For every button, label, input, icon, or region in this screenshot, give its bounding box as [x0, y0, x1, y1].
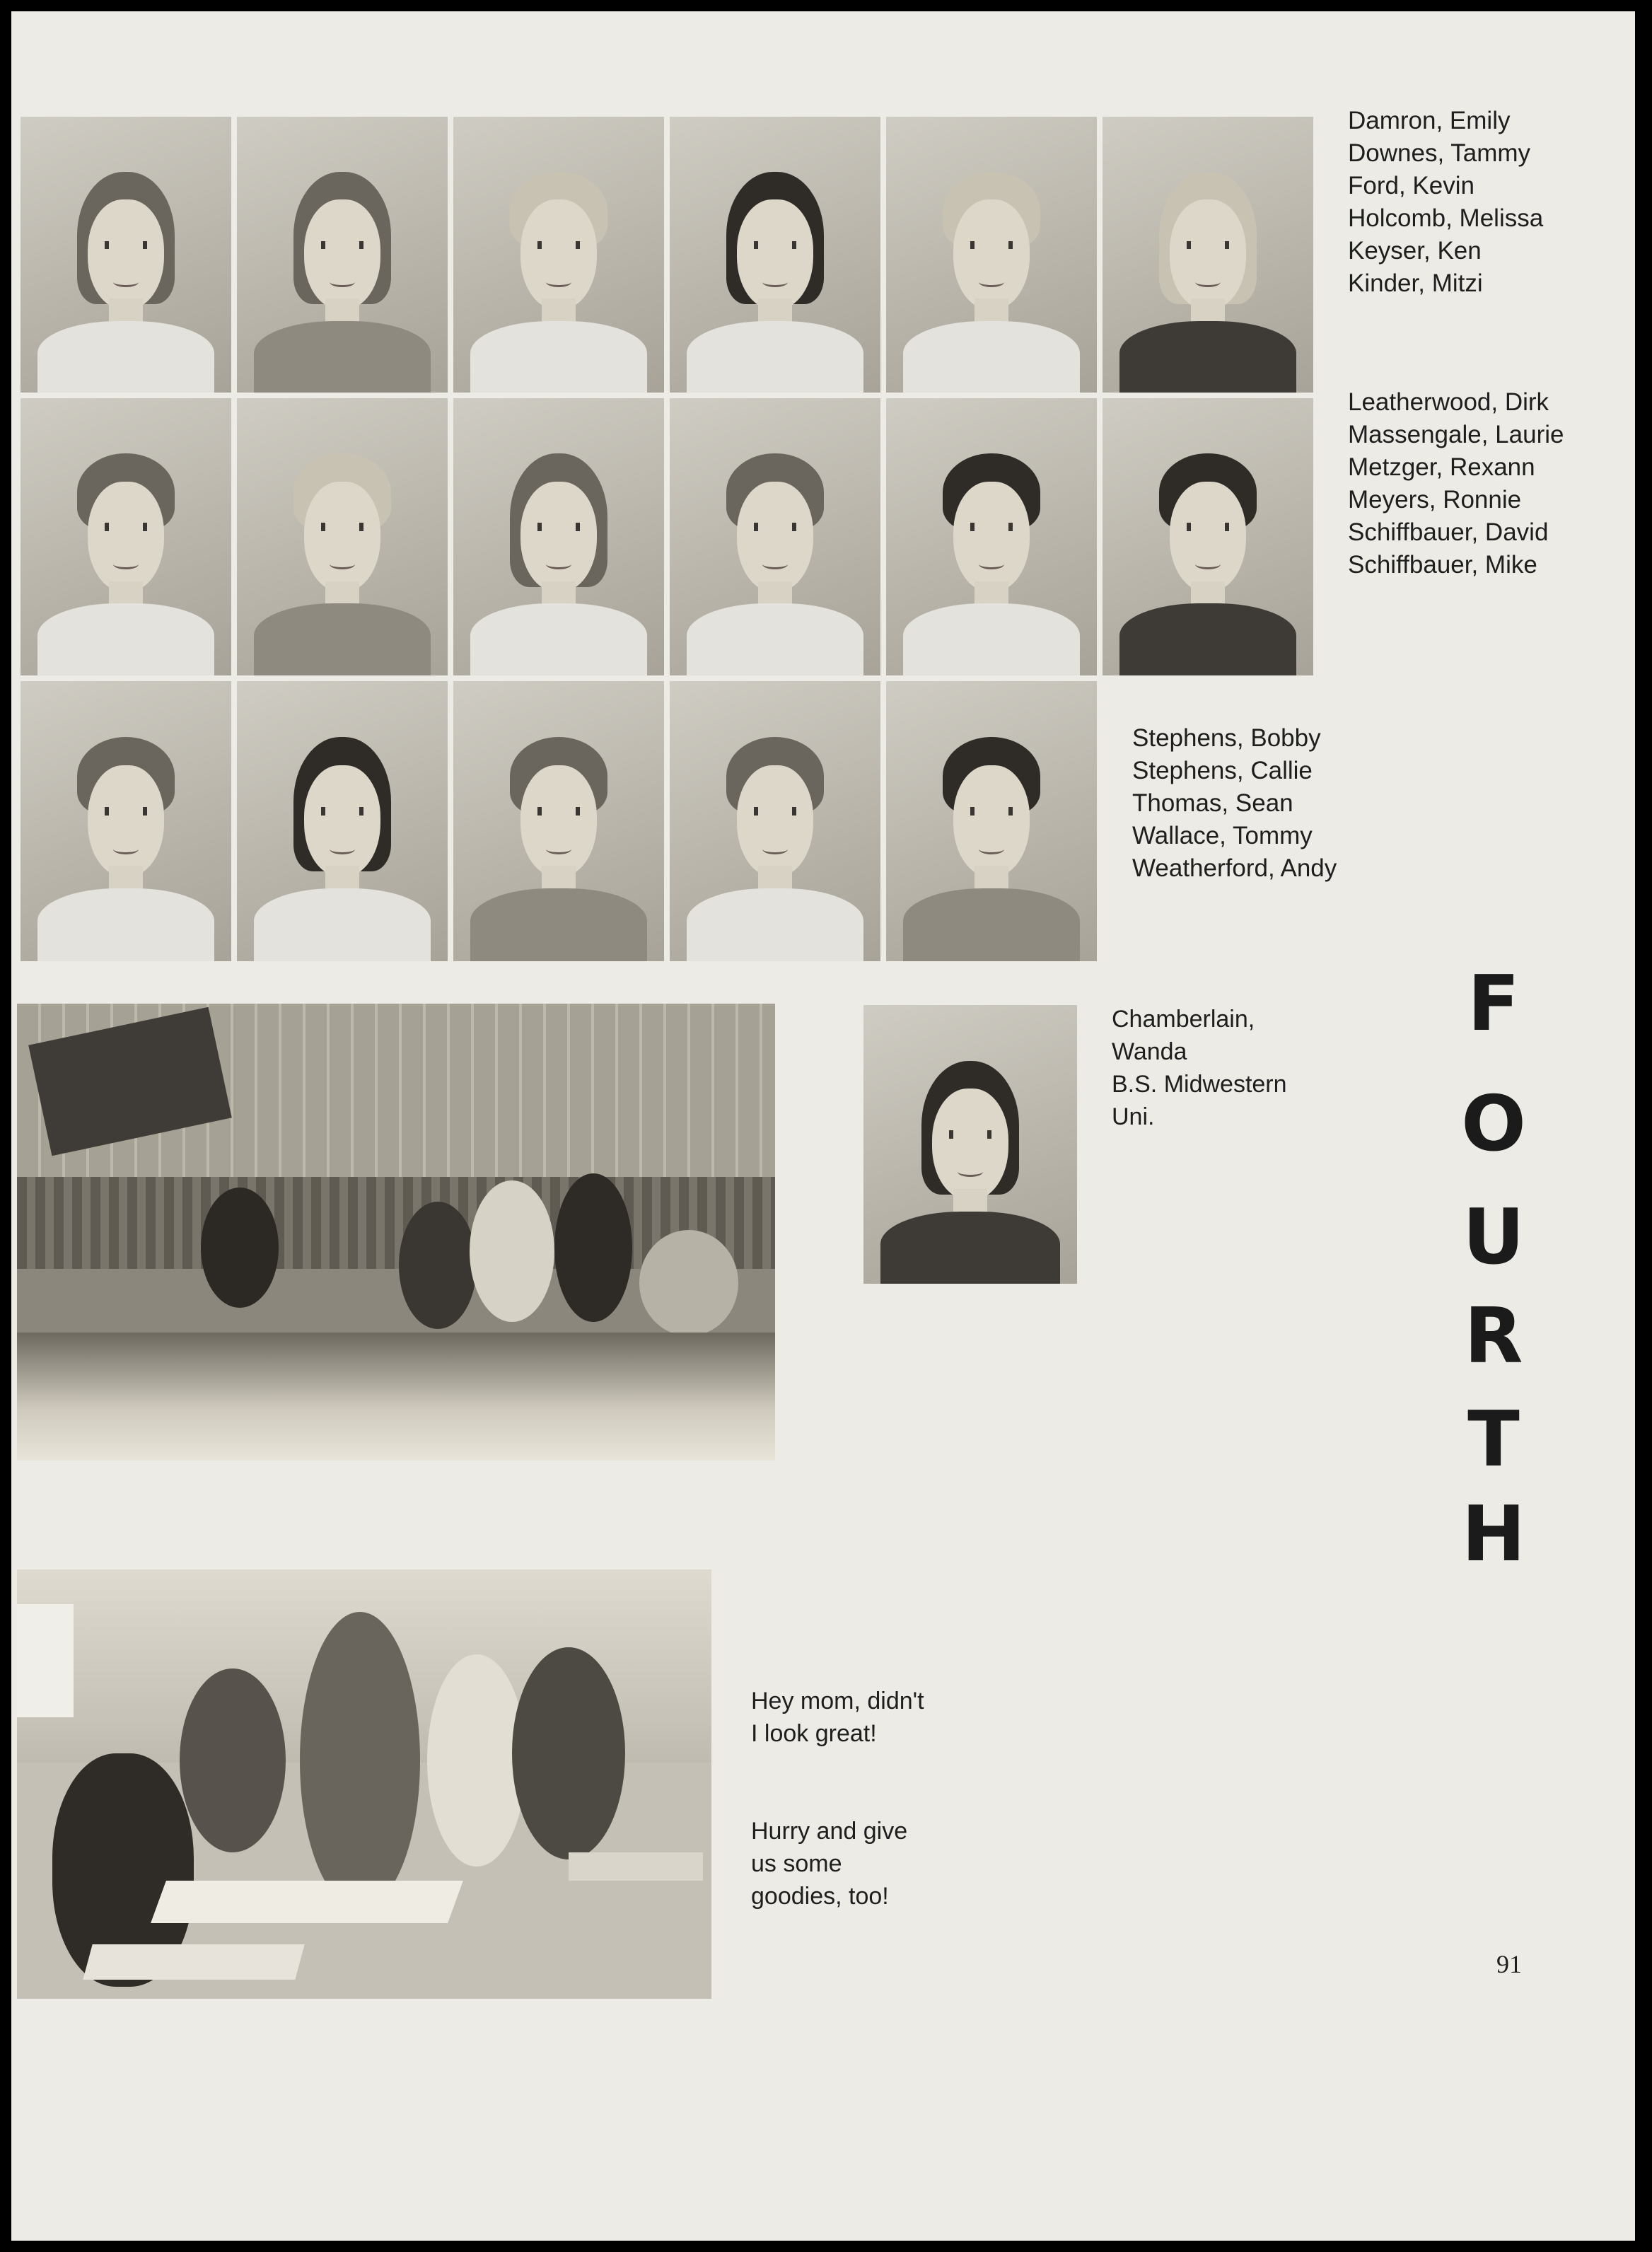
- teacher-info: [1112, 1003, 1287, 1133]
- student-portrait: [670, 117, 880, 393]
- caption-line: I look great!: [751, 1720, 877, 1747]
- student-portrait: [453, 398, 664, 675]
- caption-line: us some: [751, 1850, 842, 1877]
- student-name: Leatherwood, Dirk: [1348, 388, 1549, 416]
- student-portrait: [670, 681, 880, 961]
- caption-hey-mom: [751, 1685, 924, 1750]
- student-portrait: [1103, 117, 1313, 393]
- student-name: Schiffbauer, David: [1348, 518, 1549, 546]
- student-portrait: [21, 117, 231, 393]
- student-name: Stephens, Bobby: [1132, 724, 1321, 752]
- student-name: Thomas, Sean: [1132, 789, 1293, 817]
- classroom-party-photo: [17, 1569, 711, 1999]
- teacher-degree: B.S. Midwestern: [1112, 1071, 1287, 1098]
- grade-letter: F: [1467, 960, 1520, 1048]
- student-name: Wallace, Tommy: [1132, 822, 1313, 849]
- caption-line: goodies, too!: [751, 1883, 889, 1910]
- student-portrait: [886, 398, 1097, 675]
- student-portrait: [886, 117, 1097, 393]
- row-2-names: [1348, 386, 1564, 581]
- student-name: Schiffbauer, Mike: [1348, 551, 1537, 579]
- student-portrait: [237, 398, 448, 675]
- caption-hurry: [751, 1815, 907, 1913]
- student-name: Keyser, Ken: [1348, 237, 1482, 265]
- grade-letter: U: [1462, 1193, 1525, 1282]
- student-name: Weatherford, Andy: [1132, 854, 1337, 882]
- student-portrait: [237, 117, 448, 393]
- teacher-degree-cont: Uni.: [1112, 1103, 1155, 1130]
- row-1-names: [1348, 105, 1543, 300]
- student-name: Kinder, Mitzi: [1348, 269, 1483, 297]
- student-portrait: [21, 398, 231, 675]
- grade-letter: T: [1467, 1395, 1520, 1484]
- parade-float-photo: [17, 1004, 775, 1461]
- teacher-name-line-1: Chamberlain,: [1112, 1006, 1255, 1033]
- student-name: Stephens, Callie: [1132, 757, 1313, 784]
- yearbook-page: [11, 11, 1635, 2241]
- page-number: 91: [1496, 1950, 1522, 1978]
- grade-letter: R: [1464, 1292, 1523, 1381]
- student-portrait: [670, 398, 880, 675]
- student-name: Damron, Emily: [1348, 107, 1511, 134]
- student-portrait: [453, 117, 664, 393]
- student-name: Holcomb, Melissa: [1348, 204, 1544, 232]
- row-3-names: [1132, 722, 1337, 885]
- student-name: Ford, Kevin: [1348, 172, 1474, 199]
- student-portrait: [453, 681, 664, 961]
- caption-line: Hey mom, didn't: [751, 1688, 924, 1714]
- student-portrait: [886, 681, 1097, 961]
- teacher-name-line-2: Wanda: [1112, 1038, 1187, 1065]
- grade-letter: H: [1461, 1490, 1526, 1579]
- student-portrait: [21, 681, 231, 961]
- student-name: Massengale, Laurie: [1348, 421, 1564, 448]
- caption-line: Hurry and give: [751, 1818, 908, 1845]
- grade-letter: O: [1461, 1080, 1526, 1168]
- student-portrait: [237, 681, 448, 961]
- student-name: Downes, Tammy: [1348, 139, 1531, 167]
- student-name: Meyers, Ronnie: [1348, 486, 1522, 513]
- student-portrait: [1103, 398, 1313, 675]
- teacher-portrait: [863, 1005, 1077, 1284]
- student-name: Metzger, Rexann: [1348, 453, 1535, 481]
